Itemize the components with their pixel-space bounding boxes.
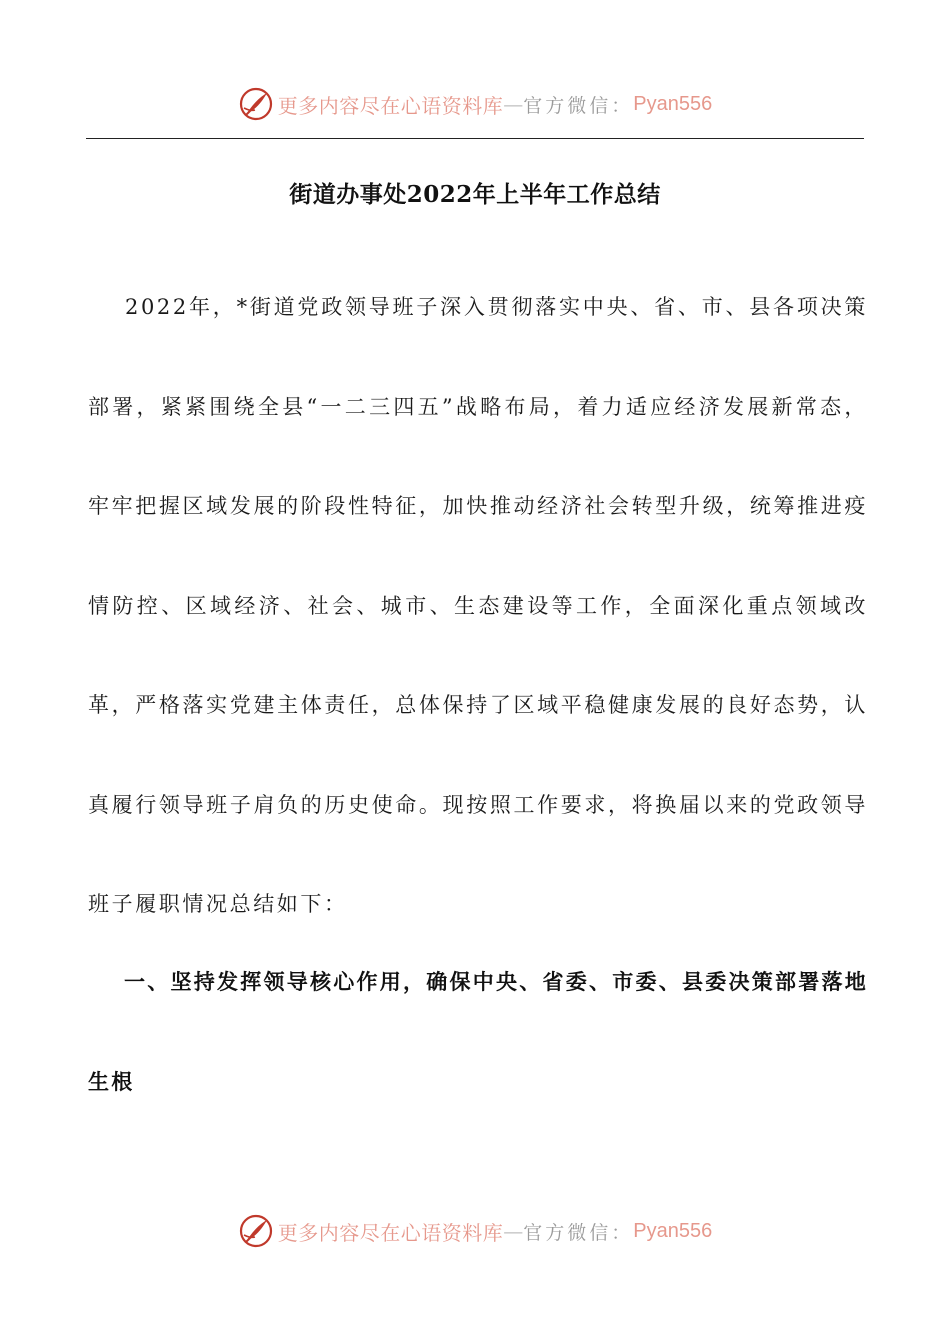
- document-title: 街道办事处2022年上半年工作总结: [289, 181, 661, 208]
- watermark-separator: —: [503, 92, 524, 116]
- watermark-separator: —: [503, 1219, 524, 1243]
- watermark-wechat-id: Pyan556: [633, 92, 713, 115]
- footer-watermark: [0, 1209, 950, 1253]
- quill-pen-logo-icon: [238, 1213, 274, 1249]
- header-divider: [86, 138, 864, 139]
- watermark-wechat-id: Pyan556: [633, 1219, 713, 1242]
- watermark-wechat-label: 官方微信：: [523, 1221, 634, 1244]
- body-paragraph: 2022年，*街道党政领导班子深入贯彻落实中央、省、市、县各项决策部署，紧紧围绕全县“一二三四五”战略布局，着力适应经济发展新常态，牢牢把握区域发展的阶段性特征，加快推动经济社会转型升级，统筹推进疫情防控、区域经济、社会、城市、生态建设等工作，全面深化重点领域改革，严格落实党建主体责任，总体保持了区域平稳健康发展的良好态势，认真履行领导班子肩负的历史使命。现按照工作要求，将换届以来的党政领导班子履职情况总结如下：: [88, 295, 868, 916]
- quill-pen-logo-icon: [238, 86, 274, 122]
- watermark-wechat-label: 官方微信：: [523, 94, 634, 117]
- watermark-text: 更多内容尽在心语资料库: [277, 93, 504, 118]
- watermark-text: 更多内容尽在心语资料库: [277, 1220, 504, 1245]
- header-watermark: [0, 82, 950, 126]
- section-heading: 一、坚持发挥领导核心作用，确保中央、省委、市委、县委决策部署落地生根: [88, 969, 868, 1094]
